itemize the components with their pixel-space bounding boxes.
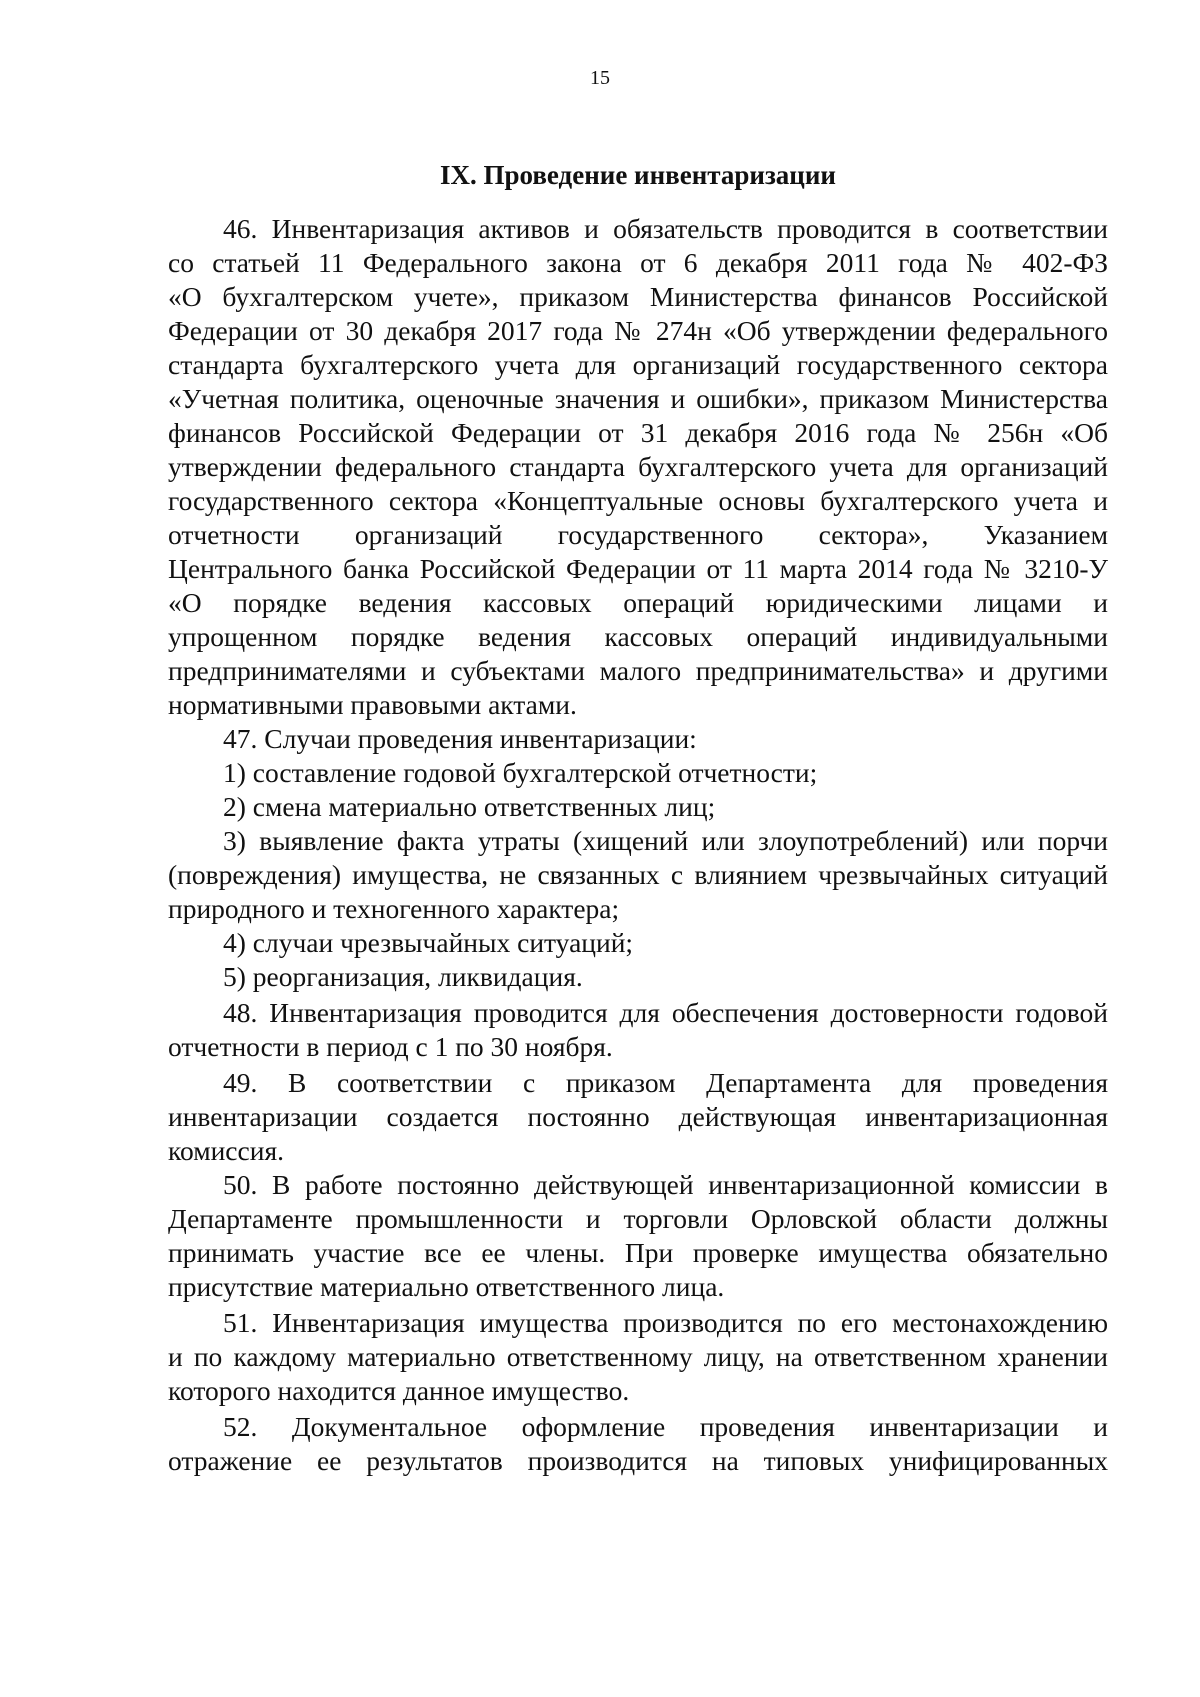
paragraph-line: комиссия. bbox=[168, 1135, 284, 1166]
section-title: IX. Проведение инвентаризации bbox=[440, 160, 836, 190]
paragraph-line: принимать участие все ее члены. При проверке имущества обязательно bbox=[168, 1237, 1108, 1268]
paragraph-line: предпринимателями и субъектами малого предпринимательства» и другими bbox=[168, 655, 1108, 686]
paragraph-line: Департаменте промышленности и торговли Орловской области должны bbox=[168, 1203, 1108, 1234]
paragraph-line: утверждении федерального стандарта бухгалтерского учета для организаций bbox=[168, 451, 1108, 482]
paragraph-line: «Учетная политика, оценочные значения и ошибки», приказом Министерства bbox=[168, 383, 1108, 414]
list-item: 1) составление годовой бухгалтерской отчетности; bbox=[223, 757, 818, 788]
paragraph-line: государственного сектора «Концептуальные основы бухгалтерского учета и bbox=[168, 485, 1108, 516]
list-item: 5) реорганизация, ликвидация. bbox=[223, 961, 583, 992]
paragraph-line: 49. В соответствии с приказом Департамента для проведения bbox=[223, 1067, 1108, 1098]
paragraph-line: 48. Инвентаризация проводится для обеспечения достоверности годовой bbox=[223, 997, 1108, 1028]
paragraph-line: 51. Инвентаризация имущества производится по его местонахождению bbox=[223, 1307, 1108, 1338]
paragraph-line: упрощенном порядке ведения кассовых операций индивидуальными bbox=[168, 621, 1108, 652]
paragraph-line: «О бухгалтерском учете», приказом Министерства финансов Российской bbox=[168, 281, 1108, 312]
paragraph-line: финансов Российской Федерации от 31 декабря 2016 года № 256н «Об bbox=[168, 417, 1108, 448]
paragraph-line: Федерации от 30 декабря 2017 года № 274н «Об утверждении федерального bbox=[168, 315, 1108, 346]
paragraph-line: 50. В работе постоянно действующей инвентаризационной комиссии в bbox=[223, 1169, 1108, 1200]
list-item: 3) выявление факта утраты (хищений или злоупотреблений) или порчи bbox=[223, 825, 1108, 856]
paragraph-line: 47. Случаи проведения инвентаризации: bbox=[223, 723, 697, 754]
paragraph-line: Центрального банка Российской Федерации от 11 марта 2014 года № 3210-У bbox=[168, 553, 1108, 584]
paragraph-line: отчетности организаций государственного сектора», Указанием bbox=[168, 519, 1108, 550]
page-number: 15 bbox=[590, 67, 610, 89]
paragraph-line: присутствие материально ответственного лица. bbox=[168, 1271, 725, 1302]
paragraph-line: которого находится данное имущество. bbox=[168, 1375, 630, 1406]
paragraph-line: (повреждения) имущества, не связанных с влиянием чрезвычайных ситуаций bbox=[168, 859, 1108, 890]
paragraph-line: со статьей 11 Федерального закона от 6 декабря 2011 года № 402-ФЗ bbox=[168, 247, 1108, 278]
paragraph-line: природного и техногенного характера; bbox=[168, 893, 620, 924]
paragraph-line: инвентаризации создается постоянно действующая инвентаризационная bbox=[168, 1101, 1108, 1132]
paragraph-line: 46. Инвентаризация активов и обязательств проводится в соответствии bbox=[223, 213, 1108, 244]
paragraph-line: отражение ее результатов производится на типовых унифицированных bbox=[168, 1445, 1108, 1476]
paragraph-line: нормативными правовыми актами. bbox=[168, 689, 577, 720]
list-item: 4) случаи чрезвычайных ситуаций; bbox=[223, 927, 634, 958]
list-item: 2) смена материально ответственных лиц; bbox=[223, 791, 716, 822]
paragraph-line: 52. Документальное оформление проведения инвентаризации и bbox=[223, 1411, 1108, 1442]
paragraph-line: «О порядке ведения кассовых операций юридическими лицами и bbox=[168, 587, 1108, 618]
paragraph-line: отчетности в период с 1 по 30 ноября. bbox=[168, 1031, 613, 1062]
paragraph-line: стандарта бухгалтерского учета для организаций государственного сектора bbox=[168, 349, 1108, 380]
paragraph-line: и по каждому материально ответственному лицу, на ответственном хранении bbox=[168, 1341, 1108, 1372]
